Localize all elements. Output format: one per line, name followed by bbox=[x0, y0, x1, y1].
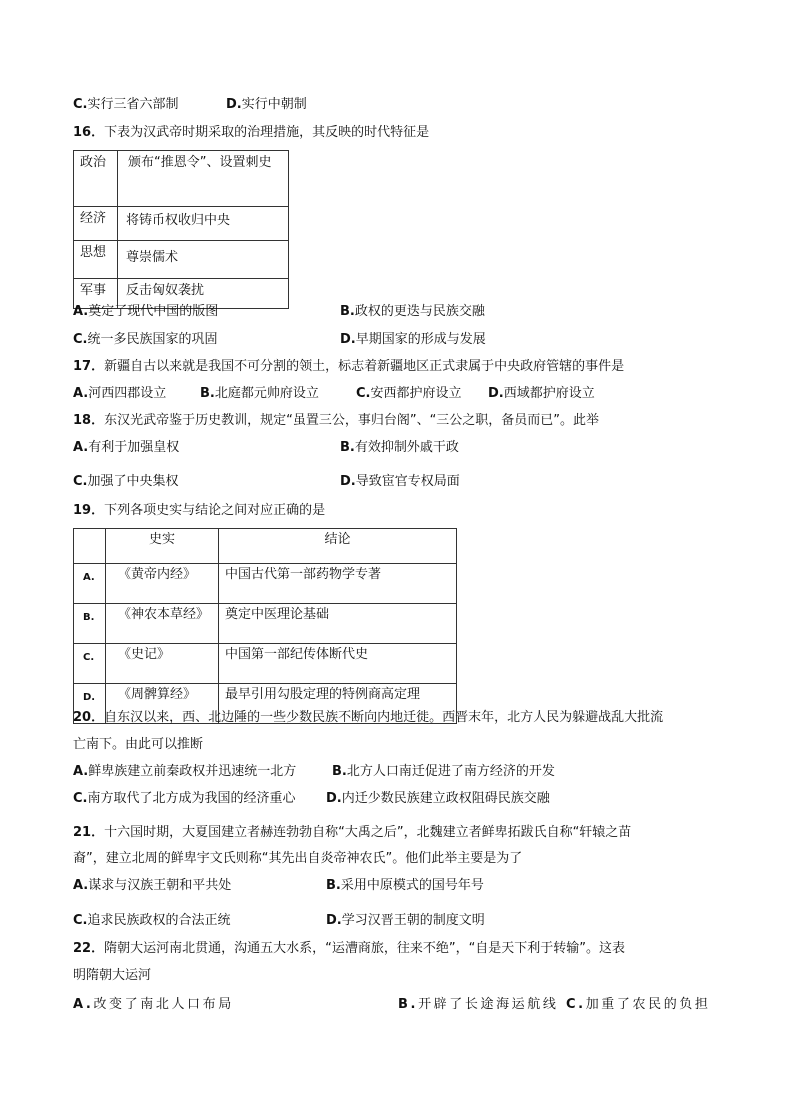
table-row bbox=[74, 604, 457, 644]
q21-option-b: B.采用中原模式的国号年号 bbox=[326, 878, 484, 893]
q21-stem-line2: 裔”，建立北周的鲜卑宇文氏则称“其先出自炎帝神农氏”。他们此举主要是为了 bbox=[73, 851, 523, 866]
table-row bbox=[74, 241, 289, 279]
q18-option-a: A.有利于加强皇权 bbox=[73, 440, 180, 455]
q17-option-a: A.河西四郡设立 bbox=[73, 386, 167, 401]
question-text: 下表为汉武帝时期采取的治理措施，其反映的时代特征是 bbox=[104, 125, 430, 140]
q16-stem bbox=[73, 124, 429, 142]
row-option: C. bbox=[74, 644, 106, 684]
table-header-row bbox=[74, 529, 457, 564]
q21-option-d: D.学习汉晋王朝的制度文明 bbox=[326, 913, 485, 928]
q19-stem: 19．下列各项史实与结论之间对应正确的是 bbox=[73, 503, 326, 518]
header-blank bbox=[74, 529, 106, 564]
row-conclusion: 奠定中医理论基础 bbox=[219, 604, 457, 644]
q20-option-c: C.南方取代了北方成为我国的经济重心 bbox=[73, 791, 296, 806]
q22-option-b: B.开辟了长途海运航线 bbox=[398, 997, 559, 1012]
option-letter: C. bbox=[73, 97, 88, 112]
header-fact: 史实 bbox=[106, 529, 219, 564]
q18-stem: 18．东汉光武帝鉴于历史教训，规定“虽置三公，事归台阁”、“三公之职，备员而已”。此举 bbox=[73, 413, 600, 428]
row-content: 颁布“推恩令”、设置刺史 bbox=[118, 151, 289, 207]
q16-option-c: C.统一多民族国家的巩固 bbox=[73, 332, 218, 347]
table-row bbox=[74, 151, 289, 207]
header-conclusion: 结论 bbox=[219, 529, 457, 564]
q16-option-b: B.政权的更迭与民族交融 bbox=[340, 304, 485, 319]
q16-measures-table bbox=[73, 150, 289, 309]
q18-option-c: C.加强了中央集权 bbox=[73, 474, 179, 489]
q20-option-b: B.北方人口南迁促进了南方经济的开发 bbox=[332, 764, 555, 779]
q17-stem: 17．新疆自古以来就是我国不可分割的领土，标志着新疆地区正式隶属于中央政府管辖的事件是 bbox=[73, 359, 625, 374]
row-fact: 《史记》 bbox=[106, 644, 219, 684]
q18-option-d: D.导致宦官专权局面 bbox=[340, 474, 460, 489]
row-label: 军事 bbox=[74, 279, 118, 309]
row-label: 政治 bbox=[74, 151, 118, 207]
row-option: B. bbox=[74, 604, 106, 644]
option-text: 实行中朝制 bbox=[241, 97, 307, 112]
q22-stem-line2: 明隋朝大运河 bbox=[73, 968, 152, 983]
row-conclusion: 中国古代第一部药物学专著 bbox=[219, 564, 457, 604]
row-conclusion: 中国第一部纪传体断代史 bbox=[219, 644, 457, 684]
q21-stem-line1: 21．十六国时期，大夏国建立者赫连勃勃自称“大禹之后”，北魏建立者鲜卑拓跋氏自称“轩辕之苗 bbox=[73, 825, 632, 840]
q20-option-d: D.内迁少数民族建立政权阻碍民族交融 bbox=[326, 791, 550, 806]
q22-option-c: C.加重了农民的负担 bbox=[566, 997, 711, 1012]
row-fact: 《神农本草经》 bbox=[106, 604, 219, 644]
q22-option-a: A.改变了南北人口布局 bbox=[73, 997, 234, 1012]
q20-option-a: A.鲜卑族建立前秦政权并迅速统一北方 bbox=[73, 764, 297, 779]
row-content: 尊崇儒术 bbox=[118, 241, 289, 279]
row-conclusion: 最早引用勾股定理的特例商高定理 bbox=[219, 684, 457, 724]
row-option: A. bbox=[74, 564, 106, 604]
row-label: 思想 bbox=[74, 241, 118, 279]
q16-option-a: A.奠定了现代中国的版图 bbox=[73, 304, 219, 319]
question-number: 16． bbox=[73, 125, 105, 140]
row-fact: 《周髀算经》 bbox=[106, 684, 219, 724]
table-row bbox=[74, 644, 457, 684]
table-row bbox=[74, 207, 289, 241]
q18-option-b: B.有效抑制外戚干政 bbox=[340, 440, 459, 455]
q21-option-a: A.谋求与汉族王朝和平共处 bbox=[73, 878, 232, 893]
row-content: 反击匈奴袭扰 bbox=[118, 279, 289, 309]
row-content: 将铸币权收归中央 bbox=[118, 207, 289, 241]
q16-option-d: D.早期国家的形成与发展 bbox=[340, 332, 486, 347]
option-text: 实行三省六部制 bbox=[87, 97, 179, 112]
table-row bbox=[74, 564, 457, 604]
q17-option-b: B.北庭都元帅府设立 bbox=[200, 386, 319, 401]
row-option: D. bbox=[74, 684, 106, 724]
q15-option-d bbox=[226, 96, 307, 114]
q15-option-c bbox=[73, 96, 179, 114]
q17-option-c: C.安西都护府设立 bbox=[356, 386, 462, 401]
row-label: 经济 bbox=[74, 207, 118, 241]
q20-stem-line2: 亡南下。由此可以推断 bbox=[73, 737, 204, 752]
option-letter: D. bbox=[226, 97, 242, 112]
row-fact: 《黄帝内经》 bbox=[106, 564, 219, 604]
q17-option-d: D.西域都护府设立 bbox=[488, 386, 595, 401]
q21-option-c: C.追求民族政权的合法正统 bbox=[73, 913, 231, 928]
q20-stem-line1: 20．自东汉以来，西、北边陲的一些少数民族不断向内地迁徙。西晋末年，北方人民为躲避战乱大批流 bbox=[73, 710, 664, 725]
q22-stem-line1: 22．隋朝大运河南北贯通，沟通五大水系，“运漕商旅，往来不绝”，“自是天下利于转输”。这表 bbox=[73, 941, 626, 956]
q19-facts-table bbox=[73, 528, 457, 724]
